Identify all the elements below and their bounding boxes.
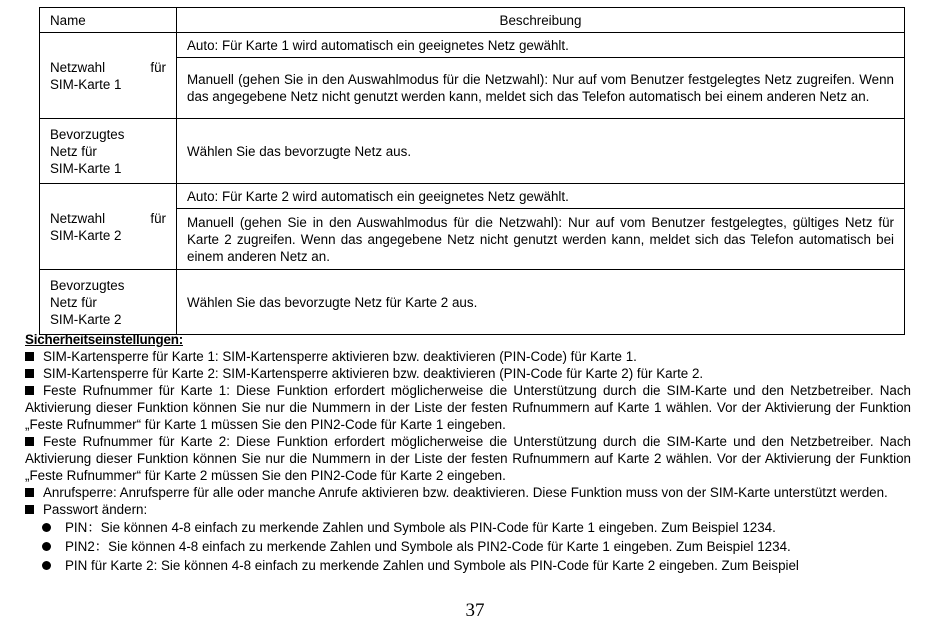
network-settings-table <box>39 7 905 335</box>
square-bullet-icon <box>25 386 34 395</box>
name-text: Netz für <box>50 143 97 159</box>
row-name-cell <box>40 119 177 184</box>
name-text: Bevorzugtes <box>50 277 125 293</box>
name-text: für <box>150 210 166 226</box>
row-name-cell <box>40 33 177 119</box>
name-text: SIM-Karte 2 <box>50 311 122 327</box>
list-item: SIM-Kartensperre für Karte 2: SIM-Kartensperre aktivieren bzw. deaktivieren (PIN-Code für Karte 2) für Karte 2. <box>25 365 911 382</box>
name-text: SIM-Karte 2 <box>50 227 122 243</box>
sub-list-item: PIN2：Sie können 4-8 einfach zu merkende Zahlen und Symbole als PIN2-Code für Karte 1 eingeben. Zum Beispiel 1234. <box>25 537 911 556</box>
list-item: Passwort ändern: <box>25 501 911 518</box>
table-row <box>40 119 905 184</box>
name-text: für <box>150 59 166 75</box>
table-row <box>40 184 905 209</box>
header-name: Name <box>40 8 177 33</box>
list-item: Feste Rufnummer für Karte 1: Diese Funktion erfordert möglicherweise die Unterstützung durch die SIM-Karte und den Netzbetreiber. Nach Aktivierung dieser Funktion können Sie nur die Nummern in der Liste der festen Rufnummern auf Karte 1 wählen. Vor der Aktivierung der Funktion „Feste Rufnummer“ für Karte 1 müssen Sie den PIN2-Code für Karte 1 eingeben. <box>25 383 911 432</box>
name-text: Netz für <box>50 294 97 310</box>
round-bullet-icon <box>42 561 51 570</box>
table-row <box>40 33 905 58</box>
list-item: Feste Rufnummer für Karte 2: Diese Funktion erfordert möglicherweise die Unterstützung durch die SIM-Karte und den Netzbetreiber. Nach Aktivierung dieser Funktion können Sie nur die Nummern in der Liste der festen Rufnummern auf Karte 2 wählen. Vor der Aktivierung der Funktion „Feste Rufnummer“ für Karte 2 müssen Sie den PIN2-Code für Karte 2 eingeben. <box>25 434 911 483</box>
row-name-cell <box>40 184 177 270</box>
name-text: Bevorzugtes <box>50 126 125 142</box>
description-auto: Auto: Für Karte 1 wird automatisch ein geeignetes Netz gewählt. <box>177 33 905 58</box>
list-item: SIM-Kartensperre für Karte 1: SIM-Kartensperre aktivieren bzw. deaktivieren (PIN-Code) für Karte 1. <box>25 348 911 365</box>
name-text: SIM-Karte 1 <box>50 160 122 176</box>
square-bullet-icon <box>25 488 34 497</box>
description: Wählen Sie das bevorzugte Netz aus. <box>177 119 905 184</box>
table-row <box>40 270 905 335</box>
description-auto: Auto: Für Karte 2 wird automatisch ein geeignetes Netz gewählt. <box>177 184 905 209</box>
row-name-cell <box>40 270 177 335</box>
description-manual: Manuell (gehen Sie in den Auswahlmodus für die Netzwahl): Nur auf vom Benutzer festgelegtes, gültiges Netz für Karte 2 zugreifen. Wenn das angegebene Netz nicht genutzt werden kann, meldet sich das Telefon automatisch bei einem anderen Netz an. <box>177 209 905 270</box>
list-item: Anrufsperre: Anrufsperre für alle oder manche Anrufe aktivieren bzw. deaktivieren. Diese Funktion muss von der SIM-Karte unterstützt werden. <box>25 484 911 501</box>
name-text: Netzwahl <box>50 59 106 75</box>
square-bullet-icon <box>25 437 34 446</box>
section-heading: Sicherheitseinstellungen: <box>25 332 183 347</box>
name-text: SIM-Karte 1 <box>50 76 122 92</box>
sub-list-item: PIN：Sie können 4-8 einfach zu merkende Zahlen und Symbole als PIN-Code für Karte 1 eingeben. Zum Beispiel 1234. <box>25 518 911 537</box>
square-bullet-icon <box>25 352 34 361</box>
square-bullet-icon <box>25 369 34 378</box>
header-description: Beschreibung <box>177 8 905 33</box>
page-number: 37 <box>465 600 485 621</box>
name-text: Netzwahl <box>50 210 106 226</box>
sub-list-item: PIN für Karte 2: Sie können 4-8 einfach zu merkende Zahlen und Symbole als PIN-Code für Karte 2 eingeben. Zum Beispiel <box>25 556 911 575</box>
square-bullet-icon <box>25 505 34 514</box>
round-bullet-icon <box>42 523 51 532</box>
description: Wählen Sie das bevorzugte Netz für Karte 2 aus. <box>177 270 905 335</box>
security-settings-section <box>25 331 911 575</box>
description-manual: Manuell (gehen Sie in den Auswahlmodus für die Netzwahl): Nur auf vom Benutzer festgelegtes Netz zugreifen. Wenn das angegebene Netz nicht genutzt werden kann, meldet sich das Telefon automatisch bei einem anderen Netz an. <box>177 58 905 119</box>
table-header-row <box>40 8 905 33</box>
round-bullet-icon <box>42 542 51 551</box>
